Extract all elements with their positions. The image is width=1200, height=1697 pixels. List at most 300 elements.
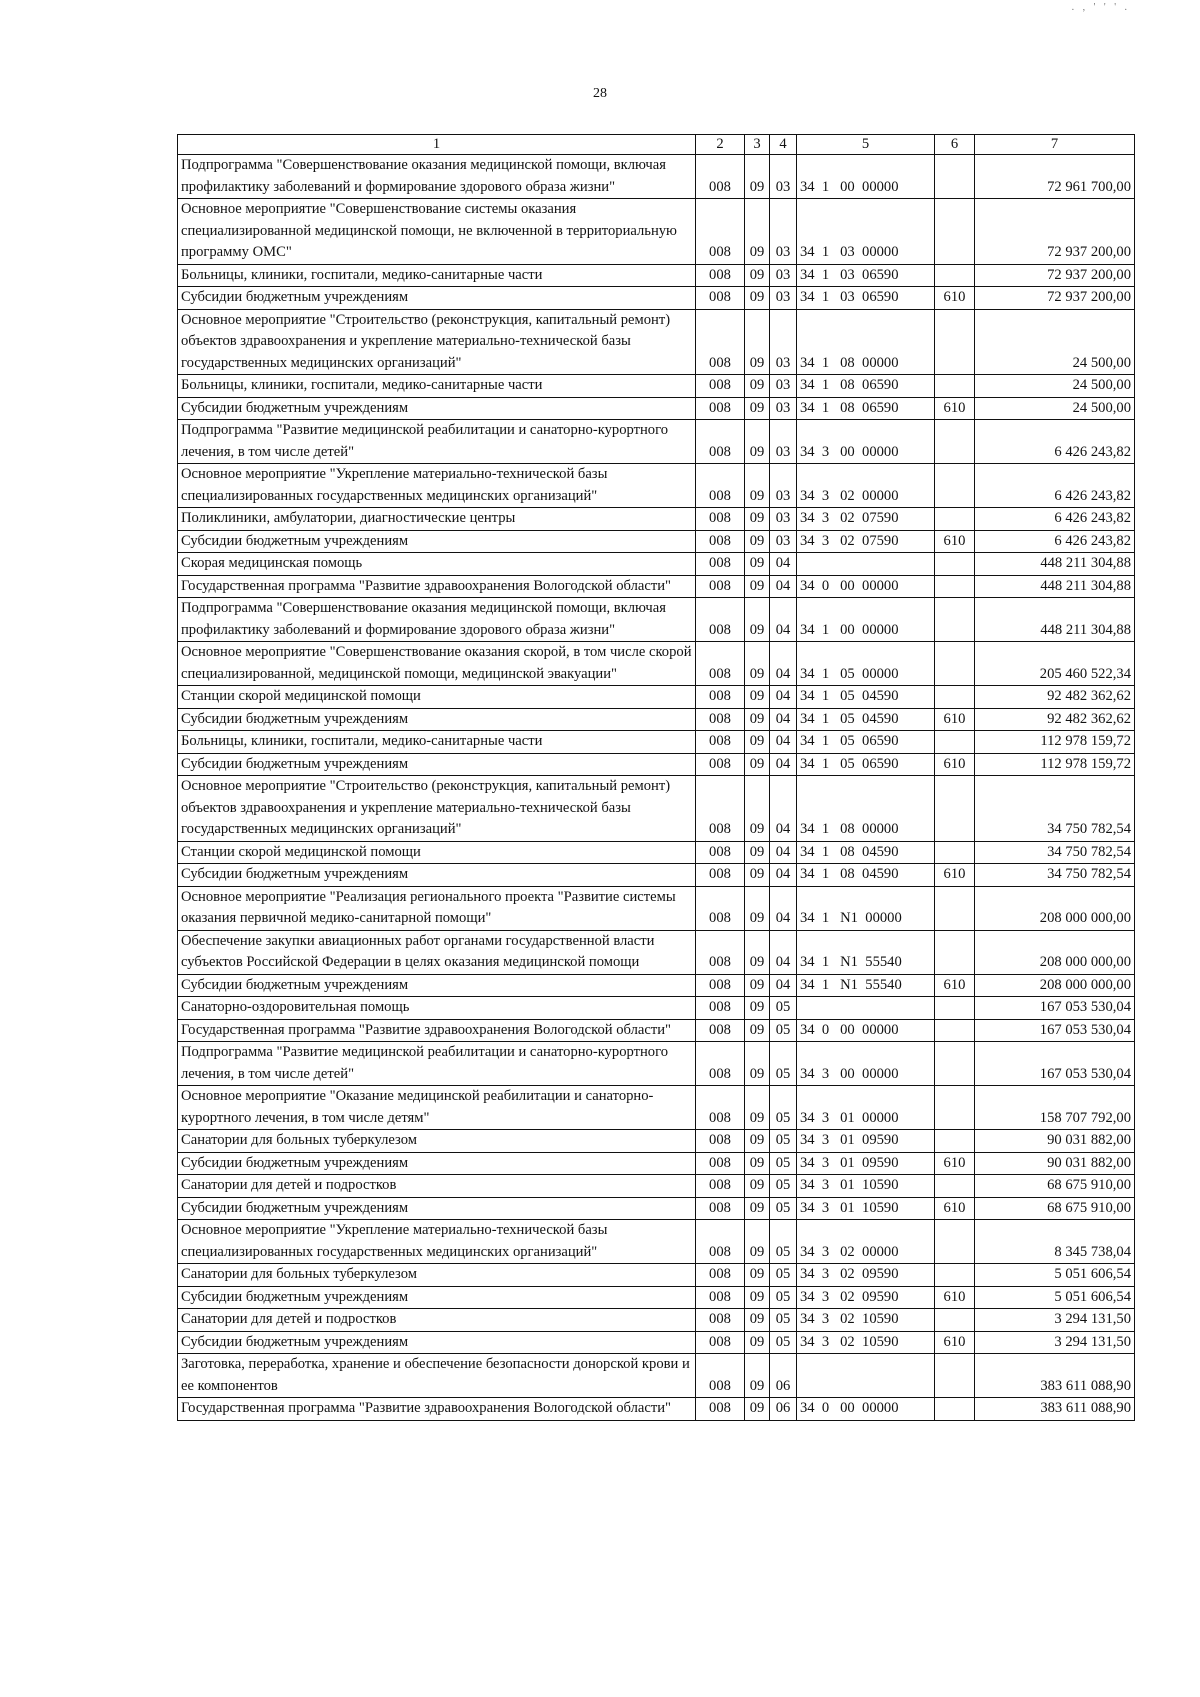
row-target-article [797, 997, 935, 1020]
row-amount: 34 750 782,54 [975, 776, 1135, 842]
row-expense-type: 610 [935, 1152, 975, 1175]
row-name: Государственная программа "Развитие здравоохранения Вологодской области" [178, 1398, 696, 1421]
row-subsection: 05 [770, 1019, 797, 1042]
row-ministry-code: 008 [696, 1398, 745, 1421]
row-ministry-code: 008 [696, 930, 745, 974]
row-section: 09 [745, 708, 770, 731]
row-section: 09 [745, 1286, 770, 1309]
row-subsection: 03 [770, 464, 797, 508]
row-target-article: 34 3 01 00000 [797, 1086, 935, 1130]
row-ministry-code: 008 [696, 1175, 745, 1198]
row-section: 09 [745, 886, 770, 930]
row-amount: 112 978 159,72 [975, 753, 1135, 776]
row-name: Больницы, клиники, госпитали, медико-санитарные части [178, 264, 696, 287]
row-ministry-code: 008 [696, 886, 745, 930]
row-amount: 112 978 159,72 [975, 731, 1135, 754]
row-expense-type [935, 1019, 975, 1042]
row-name: Подпрограмма "Совершенствование оказания медицинской помощи, включая профилактику заболеваний и формирование здорового образа жизни" [178, 598, 696, 642]
row-ministry-code: 008 [696, 1286, 745, 1309]
header-col-2: 2 [696, 135, 745, 155]
row-target-article: 34 1 03 06590 [797, 264, 935, 287]
row-section: 09 [745, 264, 770, 287]
row-target-article: 34 1 08 06590 [797, 397, 935, 420]
row-amount: 72 961 700,00 [975, 155, 1135, 199]
row-section: 09 [745, 930, 770, 974]
row-section: 09 [745, 1130, 770, 1153]
row-amount: 208 000 000,00 [975, 886, 1135, 930]
row-amount: 68 675 910,00 [975, 1197, 1135, 1220]
row-amount: 158 707 792,00 [975, 1086, 1135, 1130]
row-expense-type [935, 598, 975, 642]
table-row [178, 1086, 1135, 1130]
row-expense-type [935, 886, 975, 930]
row-ministry-code: 008 [696, 1019, 745, 1042]
table-row [178, 575, 1135, 598]
table-row [178, 886, 1135, 930]
row-target-article: 34 1 08 04590 [797, 864, 935, 887]
row-name: Государственная программа "Развитие здравоохранения Вологодской области" [178, 575, 696, 598]
row-subsection: 05 [770, 1331, 797, 1354]
table-row [178, 508, 1135, 531]
row-ministry-code: 008 [696, 1152, 745, 1175]
row-section: 09 [745, 464, 770, 508]
row-target-article: 34 1 05 06590 [797, 731, 935, 754]
row-ministry-code: 008 [696, 553, 745, 576]
row-section: 09 [745, 1197, 770, 1220]
row-name: Основное мероприятие "Строительство (реконструкция, капитальный ремонт) объектов здравоохранения и укрепление материально-технической базы государственных медицинских организаций" [178, 309, 696, 375]
row-expense-type [935, 776, 975, 842]
row-subsection: 05 [770, 1309, 797, 1332]
row-amount: 90 031 882,00 [975, 1152, 1135, 1175]
row-ministry-code: 008 [696, 1130, 745, 1153]
row-subsection: 04 [770, 930, 797, 974]
row-ministry-code: 008 [696, 309, 745, 375]
row-name: Основное мероприятие "Совершенствование оказания скорой, в том числе скорой специализированной, медицинской помощи, медицинской эвакуации" [178, 642, 696, 686]
table-row [178, 1197, 1135, 1220]
header-col-7: 7 [975, 135, 1135, 155]
row-ministry-code: 008 [696, 287, 745, 310]
row-subsection: 03 [770, 199, 797, 265]
row-subsection: 03 [770, 397, 797, 420]
row-name: Субсидии бюджетным учреждениям [178, 530, 696, 553]
table-row [178, 530, 1135, 553]
row-expense-type [935, 264, 975, 287]
row-subsection: 04 [770, 864, 797, 887]
row-subsection: 05 [770, 1175, 797, 1198]
row-name: Больницы, клиники, госпитали, медико-санитарные части [178, 375, 696, 398]
row-subsection: 03 [770, 530, 797, 553]
row-target-article: 34 3 01 09590 [797, 1130, 935, 1153]
table-row [178, 309, 1135, 375]
row-target-article: 34 1 05 06590 [797, 753, 935, 776]
row-name: Основное мероприятие "Укрепление материально-технической базы специализированных государственных медицинских организаций" [178, 1220, 696, 1264]
row-amount: 383 611 088,90 [975, 1354, 1135, 1398]
row-ministry-code: 008 [696, 1309, 745, 1332]
row-subsection: 03 [770, 420, 797, 464]
row-expense-type [935, 575, 975, 598]
row-name: Обеспечение закупки авиационных работ органами государственной власти субъектов Российской Федерации в целях оказания медицинской помощи [178, 930, 696, 974]
row-expense-type [935, 731, 975, 754]
row-name: Основное мероприятие "Оказание медицинской реабилитации и санаторно-курортного лечения, в том числе детям" [178, 1086, 696, 1130]
row-name: Основное мероприятие "Строительство (реконструкция, капитальный ремонт) объектов здравоохранения и укрепление материально-технической базы государственных медицинских организаций" [178, 776, 696, 842]
row-name: Основное мероприятие "Совершенствование системы оказания специализированной медицинской помощи, не включенной в территориальную программу ОМС" [178, 199, 696, 265]
table-row [178, 1309, 1135, 1332]
row-target-article: 34 3 02 10590 [797, 1309, 935, 1332]
row-amount: 24 500,00 [975, 309, 1135, 375]
row-subsection: 03 [770, 155, 797, 199]
row-amount: 448 211 304,88 [975, 553, 1135, 576]
row-ministry-code: 008 [696, 155, 745, 199]
row-ministry-code: 008 [696, 642, 745, 686]
row-expense-type: 610 [935, 864, 975, 887]
row-expense-type: 610 [935, 530, 975, 553]
row-expense-type: 610 [935, 287, 975, 310]
row-subsection: 04 [770, 886, 797, 930]
row-section: 09 [745, 309, 770, 375]
row-name: Субсидии бюджетным учреждениям [178, 708, 696, 731]
table-row [178, 731, 1135, 754]
row-target-article: 34 3 02 10590 [797, 1331, 935, 1354]
table-row [178, 642, 1135, 686]
row-ministry-code: 008 [696, 575, 745, 598]
row-ministry-code: 008 [696, 508, 745, 531]
row-target-article: 34 1 N1 55540 [797, 930, 935, 974]
row-subsection: 04 [770, 708, 797, 731]
table-row [178, 841, 1135, 864]
table-body [178, 155, 1135, 1421]
row-ministry-code: 008 [696, 776, 745, 842]
row-section: 09 [745, 287, 770, 310]
row-target-article: 34 3 02 00000 [797, 1220, 935, 1264]
row-expense-type [935, 420, 975, 464]
table-row [178, 1220, 1135, 1264]
row-amount: 6 426 243,82 [975, 464, 1135, 508]
row-ministry-code: 008 [696, 1042, 745, 1086]
row-expense-type: 610 [935, 1286, 975, 1309]
row-ministry-code: 008 [696, 199, 745, 265]
row-name: Санатории для больных туберкулезом [178, 1264, 696, 1287]
row-section: 09 [745, 1152, 770, 1175]
row-subsection: 05 [770, 1197, 797, 1220]
table-header-row [178, 135, 1135, 155]
row-subsection: 04 [770, 575, 797, 598]
row-expense-type [935, 1086, 975, 1130]
row-section: 09 [745, 1086, 770, 1130]
table-row [178, 553, 1135, 576]
row-section: 09 [745, 1042, 770, 1086]
row-target-article: 34 1 08 00000 [797, 309, 935, 375]
row-subsection: 03 [770, 287, 797, 310]
table-row [178, 420, 1135, 464]
row-expense-type: 610 [935, 397, 975, 420]
row-expense-type [935, 642, 975, 686]
row-ministry-code: 008 [696, 1331, 745, 1354]
row-section: 09 [745, 864, 770, 887]
budget-table [177, 134, 1135, 1421]
table-row [178, 930, 1135, 974]
row-section: 09 [745, 1175, 770, 1198]
row-ministry-code: 008 [696, 464, 745, 508]
row-target-article: 34 1 00 00000 [797, 155, 935, 199]
row-target-article: 34 3 02 09590 [797, 1264, 935, 1287]
table-row [178, 1175, 1135, 1198]
row-name: Больницы, клиники, госпитали, медико-санитарные части [178, 731, 696, 754]
row-amount: 8 345 738,04 [975, 1220, 1135, 1264]
row-subsection: 04 [770, 598, 797, 642]
row-expense-type [935, 1354, 975, 1398]
row-target-article: 34 1 08 00000 [797, 776, 935, 842]
row-section: 09 [745, 530, 770, 553]
row-amount: 208 000 000,00 [975, 974, 1135, 997]
row-expense-type [935, 686, 975, 709]
row-subsection: 04 [770, 642, 797, 686]
row-amount: 3 294 131,50 [975, 1331, 1135, 1354]
row-target-article: 34 3 01 10590 [797, 1197, 935, 1220]
row-section: 09 [745, 1309, 770, 1332]
row-target-article: 34 3 00 00000 [797, 420, 935, 464]
row-expense-type: 610 [935, 753, 975, 776]
row-amount: 34 750 782,54 [975, 841, 1135, 864]
row-section: 09 [745, 420, 770, 464]
table-row [178, 864, 1135, 887]
scan-corner-mark: . , ' ' ' . [1071, 2, 1130, 13]
row-ministry-code: 008 [696, 1220, 745, 1264]
row-name: Подпрограмма "Развитие медицинской реабилитации и санаторно-курортного лечения, в том числе детей" [178, 420, 696, 464]
row-name: Субсидии бюджетным учреждениям [178, 1286, 696, 1309]
row-target-article: 34 1 05 04590 [797, 708, 935, 731]
row-subsection: 03 [770, 264, 797, 287]
row-amount: 448 211 304,88 [975, 598, 1135, 642]
row-name: Основное мероприятие "Укрепление материально-технической базы специализированных государственных медицинских организаций" [178, 464, 696, 508]
row-name: Заготовка, переработка, хранение и обеспечение безопасности донорской крови и ее компонентов [178, 1354, 696, 1398]
row-subsection: 05 [770, 1086, 797, 1130]
row-ministry-code: 008 [696, 1354, 745, 1398]
table-row [178, 708, 1135, 731]
row-amount: 167 053 530,04 [975, 1019, 1135, 1042]
row-subsection: 05 [770, 997, 797, 1020]
row-amount: 92 482 362,62 [975, 686, 1135, 709]
row-expense-type [935, 309, 975, 375]
row-ministry-code: 008 [696, 1086, 745, 1130]
row-section: 09 [745, 1220, 770, 1264]
row-amount: 205 460 522,34 [975, 642, 1135, 686]
row-section: 09 [745, 642, 770, 686]
row-amount: 448 211 304,88 [975, 575, 1135, 598]
row-target-article: 34 1 03 00000 [797, 199, 935, 265]
row-target-article [797, 553, 935, 576]
row-expense-type [935, 1175, 975, 1198]
row-name: Субсидии бюджетным учреждениям [178, 864, 696, 887]
row-ministry-code: 008 [696, 1197, 745, 1220]
row-target-article: 34 0 00 00000 [797, 575, 935, 598]
row-subsection: 04 [770, 686, 797, 709]
row-target-article: 34 0 00 00000 [797, 1019, 935, 1042]
row-expense-type [935, 841, 975, 864]
table-row [178, 1264, 1135, 1287]
row-subsection: 03 [770, 375, 797, 398]
table-row [178, 974, 1135, 997]
row-section: 09 [745, 375, 770, 398]
row-expense-type [935, 508, 975, 531]
row-amount: 3 294 131,50 [975, 1309, 1135, 1332]
row-target-article: 34 1 03 06590 [797, 287, 935, 310]
row-ministry-code: 008 [696, 708, 745, 731]
row-amount: 6 426 243,82 [975, 508, 1135, 531]
row-section: 09 [745, 199, 770, 265]
row-subsection: 04 [770, 553, 797, 576]
row-target-article [797, 1354, 935, 1398]
row-section: 09 [745, 1354, 770, 1398]
row-target-article: 34 3 00 00000 [797, 1042, 935, 1086]
row-ministry-code: 008 [696, 598, 745, 642]
table-row [178, 155, 1135, 199]
row-section: 09 [745, 598, 770, 642]
table-row [178, 1152, 1135, 1175]
row-expense-type [935, 1398, 975, 1421]
row-amount: 5 051 606,54 [975, 1264, 1135, 1287]
row-amount: 6 426 243,82 [975, 420, 1135, 464]
row-subsection: 05 [770, 1220, 797, 1264]
table-row [178, 1331, 1135, 1354]
row-name: Субсидии бюджетным учреждениям [178, 397, 696, 420]
row-expense-type [935, 1220, 975, 1264]
table-row [178, 1042, 1135, 1086]
row-subsection: 04 [770, 841, 797, 864]
row-ministry-code: 008 [696, 420, 745, 464]
row-amount: 90 031 882,00 [975, 1130, 1135, 1153]
row-subsection: 04 [770, 753, 797, 776]
row-expense-type [935, 199, 975, 265]
row-subsection: 06 [770, 1398, 797, 1421]
row-name: Субсидии бюджетным учреждениям [178, 1152, 696, 1175]
row-ministry-code: 008 [696, 997, 745, 1020]
row-section: 09 [745, 1398, 770, 1421]
header-col-3: 3 [745, 135, 770, 155]
row-expense-type: 610 [935, 708, 975, 731]
row-ministry-code: 008 [696, 841, 745, 864]
row-name: Субсидии бюджетным учреждениям [178, 287, 696, 310]
row-section: 09 [745, 1019, 770, 1042]
row-amount: 167 053 530,04 [975, 997, 1135, 1020]
row-subsection: 03 [770, 508, 797, 531]
row-name: Поликлиники, амбулатории, диагностические центры [178, 508, 696, 531]
row-amount: 24 500,00 [975, 397, 1135, 420]
row-subsection: 05 [770, 1264, 797, 1287]
row-section: 09 [745, 731, 770, 754]
row-amount: 5 051 606,54 [975, 1286, 1135, 1309]
row-amount: 24 500,00 [975, 375, 1135, 398]
row-target-article: 34 3 01 10590 [797, 1175, 935, 1198]
row-name: Станции скорой медицинской помощи [178, 686, 696, 709]
table-row [178, 375, 1135, 398]
table-row [178, 1130, 1135, 1153]
row-ministry-code: 008 [696, 264, 745, 287]
row-name: Санаторно-оздоровительная помощь [178, 997, 696, 1020]
row-name: Подпрограмма "Развитие медицинской реабилитации и санаторно-курортного лечения, в том числе детей" [178, 1042, 696, 1086]
table-row [178, 287, 1135, 310]
row-section: 09 [745, 1331, 770, 1354]
table-row [178, 264, 1135, 287]
row-expense-type [935, 997, 975, 1020]
page-number: 28 [593, 86, 607, 101]
row-expense-type [935, 375, 975, 398]
row-name: Субсидии бюджетным учреждениям [178, 1331, 696, 1354]
row-target-article: 34 3 02 07590 [797, 530, 935, 553]
table-row [178, 753, 1135, 776]
row-name: Подпрограмма "Совершенствование оказания медицинской помощи, включая профилактику заболеваний и формирование здорового образа жизни" [178, 155, 696, 199]
row-target-article: 34 1 N1 00000 [797, 886, 935, 930]
row-expense-type [935, 1264, 975, 1287]
row-ministry-code: 008 [696, 731, 745, 754]
row-expense-type [935, 464, 975, 508]
row-section: 09 [745, 508, 770, 531]
row-name: Субсидии бюджетным учреждениям [178, 974, 696, 997]
row-amount: 68 675 910,00 [975, 1175, 1135, 1198]
header-col-6: 6 [935, 135, 975, 155]
row-section: 09 [745, 686, 770, 709]
row-name: Субсидии бюджетным учреждениям [178, 753, 696, 776]
row-expense-type [935, 155, 975, 199]
row-target-article: 34 1 08 04590 [797, 841, 935, 864]
row-target-article: 34 1 00 00000 [797, 598, 935, 642]
row-expense-type: 610 [935, 1197, 975, 1220]
row-name: Санатории для детей и подростков [178, 1309, 696, 1332]
table-row [178, 1019, 1135, 1042]
row-amount: 383 611 088,90 [975, 1398, 1135, 1421]
row-expense-type [935, 1042, 975, 1086]
row-expense-type [935, 1309, 975, 1332]
row-amount: 72 937 200,00 [975, 287, 1135, 310]
row-expense-type [935, 930, 975, 974]
row-ministry-code: 008 [696, 686, 745, 709]
row-subsection: 05 [770, 1130, 797, 1153]
row-name: Государственная программа "Развитие здравоохранения Вологодской области" [178, 1019, 696, 1042]
row-target-article: 34 1 05 04590 [797, 686, 935, 709]
row-name: Санатории для больных туберкулезом [178, 1130, 696, 1153]
row-ministry-code: 008 [696, 375, 745, 398]
row-section: 09 [745, 974, 770, 997]
row-section: 09 [745, 776, 770, 842]
row-amount: 34 750 782,54 [975, 864, 1135, 887]
row-name: Санатории для детей и подростков [178, 1175, 696, 1198]
row-ministry-code: 008 [696, 753, 745, 776]
row-target-article: 34 3 02 00000 [797, 464, 935, 508]
row-name: Скорая медицинская помощь [178, 553, 696, 576]
header-col-5: 5 [797, 135, 935, 155]
table-row [178, 1398, 1135, 1421]
row-target-article: 34 3 02 07590 [797, 508, 935, 531]
row-ministry-code: 008 [696, 974, 745, 997]
row-subsection: 05 [770, 1152, 797, 1175]
row-target-article: 34 1 N1 55540 [797, 974, 935, 997]
table-row [178, 397, 1135, 420]
row-name: Основное мероприятие "Реализация регионального проекта "Развитие системы оказания первичной медико-санитарной помощи" [178, 886, 696, 930]
row-ministry-code: 008 [696, 530, 745, 553]
row-section: 09 [745, 397, 770, 420]
row-section: 09 [745, 575, 770, 598]
row-target-article: 34 1 05 00000 [797, 642, 935, 686]
table-row [178, 598, 1135, 642]
row-expense-type [935, 553, 975, 576]
header-col-1: 1 [178, 135, 696, 155]
row-section: 09 [745, 155, 770, 199]
row-subsection: 05 [770, 1286, 797, 1309]
table-row [178, 686, 1135, 709]
row-subsection: 04 [770, 974, 797, 997]
row-section: 09 [745, 753, 770, 776]
row-subsection: 04 [770, 731, 797, 754]
row-section: 09 [745, 841, 770, 864]
